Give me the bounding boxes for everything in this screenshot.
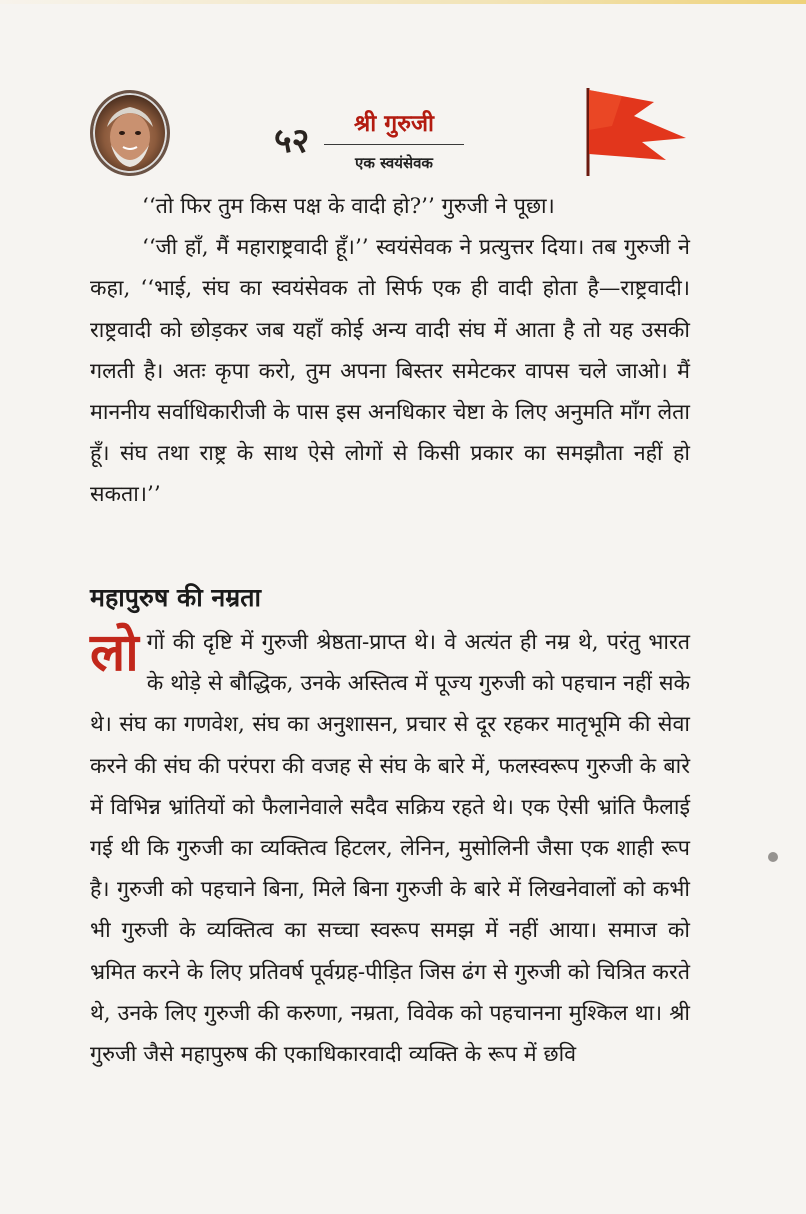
continued-text-block	[90, 186, 690, 516]
page-top-edge	[0, 0, 806, 4]
saffron-flag-icon	[582, 86, 688, 178]
book-subtitle: एक स्वयंसेवक	[355, 154, 433, 172]
section-paragraph: गों की दृष्टि में गुरुजी श्रेष्ठता-प्राप्त थे। वे अत्यंत ही नम्र थे, परंतु भारत के थोड़े से बौद्धिक, उनके अस्तित्व में पूज्य गुरुजी को पहचान नहीं सके थे। संघ का गणवेश, संघ का अनुशासन, प्रचार से दूर रहकर मातृभूमि की सेवा करने की संघ की परंपरा की वजह से संघ के बारे में, फलस्वरूप गुरुजी के बारे में विभिन्न भ्रांतियों को फैलानेवाले सदैव सक्रिय रहते थे। एक ऐसी भ्रांति फैलाई गई थी कि गुरुजी का व्यक्तित्व हिटलर, लेनिन, मुसोलिनी जैसा एक शाही रूप है। गुरुजी को पहचाने बिना, मिले बिना गुरुजी के बारे में लिखनेवालों को कभी भी गुरुजी के व्यक्तित्व का सच्चा स्वरूप समझ में नहीं आया। समाज को भ्रमित करने के लिए प्रतिवर्ष पूर्वग्रह-पीड़ित जिस ढंग से गुरुजी को चित्रित करते थे, उनके लिए गुरुजी की करुणा, नम्रता, विवेक को पहचानना मुश्किल था। श्री गुरुजी जैसे महापुरुष की एकाधिकारवादी व्यक्ति के रूप में छवि	[90, 630, 690, 1068]
book-title: श्री गुरुजी	[324, 106, 464, 145]
guruji-portrait-image	[90, 90, 170, 176]
paragraph-2: ‘‘जी हाँ, मैं महाराष्ट्रवादी हूँ।’’ स्वयंसेवक ने प्रत्युत्तर दिया। तब गुरुजी ने कहा, ‘‘भाई, संघ का स्वयंसेवक तो सिर्फ एक ही वादी होता है—राष्ट्रवादी। राष्ट्रवादी को छोड़कर जब यहाँ कोई अन्य वादी संघ में आता है तो यह उसकी गलती है। अतः कृपा करो, तुम अपना बिस्तर समेटकर वापस चले जाओ। मैं माननीय सर्वाधिकारीजी के पास इस अनधिकार चेष्टा के लिए अनुमति माँग लेता हूँ। संघ तथा राष्ट्र के साथ ऐसे लोगों से किसी प्रकार का समझौता नहीं हो सकता।’’	[90, 235, 690, 508]
page-number: ५२	[274, 121, 310, 161]
section-heading: महापुरुष की नम्रता	[90, 583, 261, 612]
running-title	[324, 106, 464, 173]
portrait-illustration	[93, 93, 167, 173]
drop-cap: लो	[90, 622, 139, 683]
page-header	[88, 86, 708, 182]
section-text-block	[90, 622, 690, 1075]
paragraph-1: ‘‘तो फिर तुम किस पक्ष के वादी हो?’’ गुरुजी ने पूछा।	[142, 194, 555, 219]
paper-speck	[768, 852, 778, 862]
